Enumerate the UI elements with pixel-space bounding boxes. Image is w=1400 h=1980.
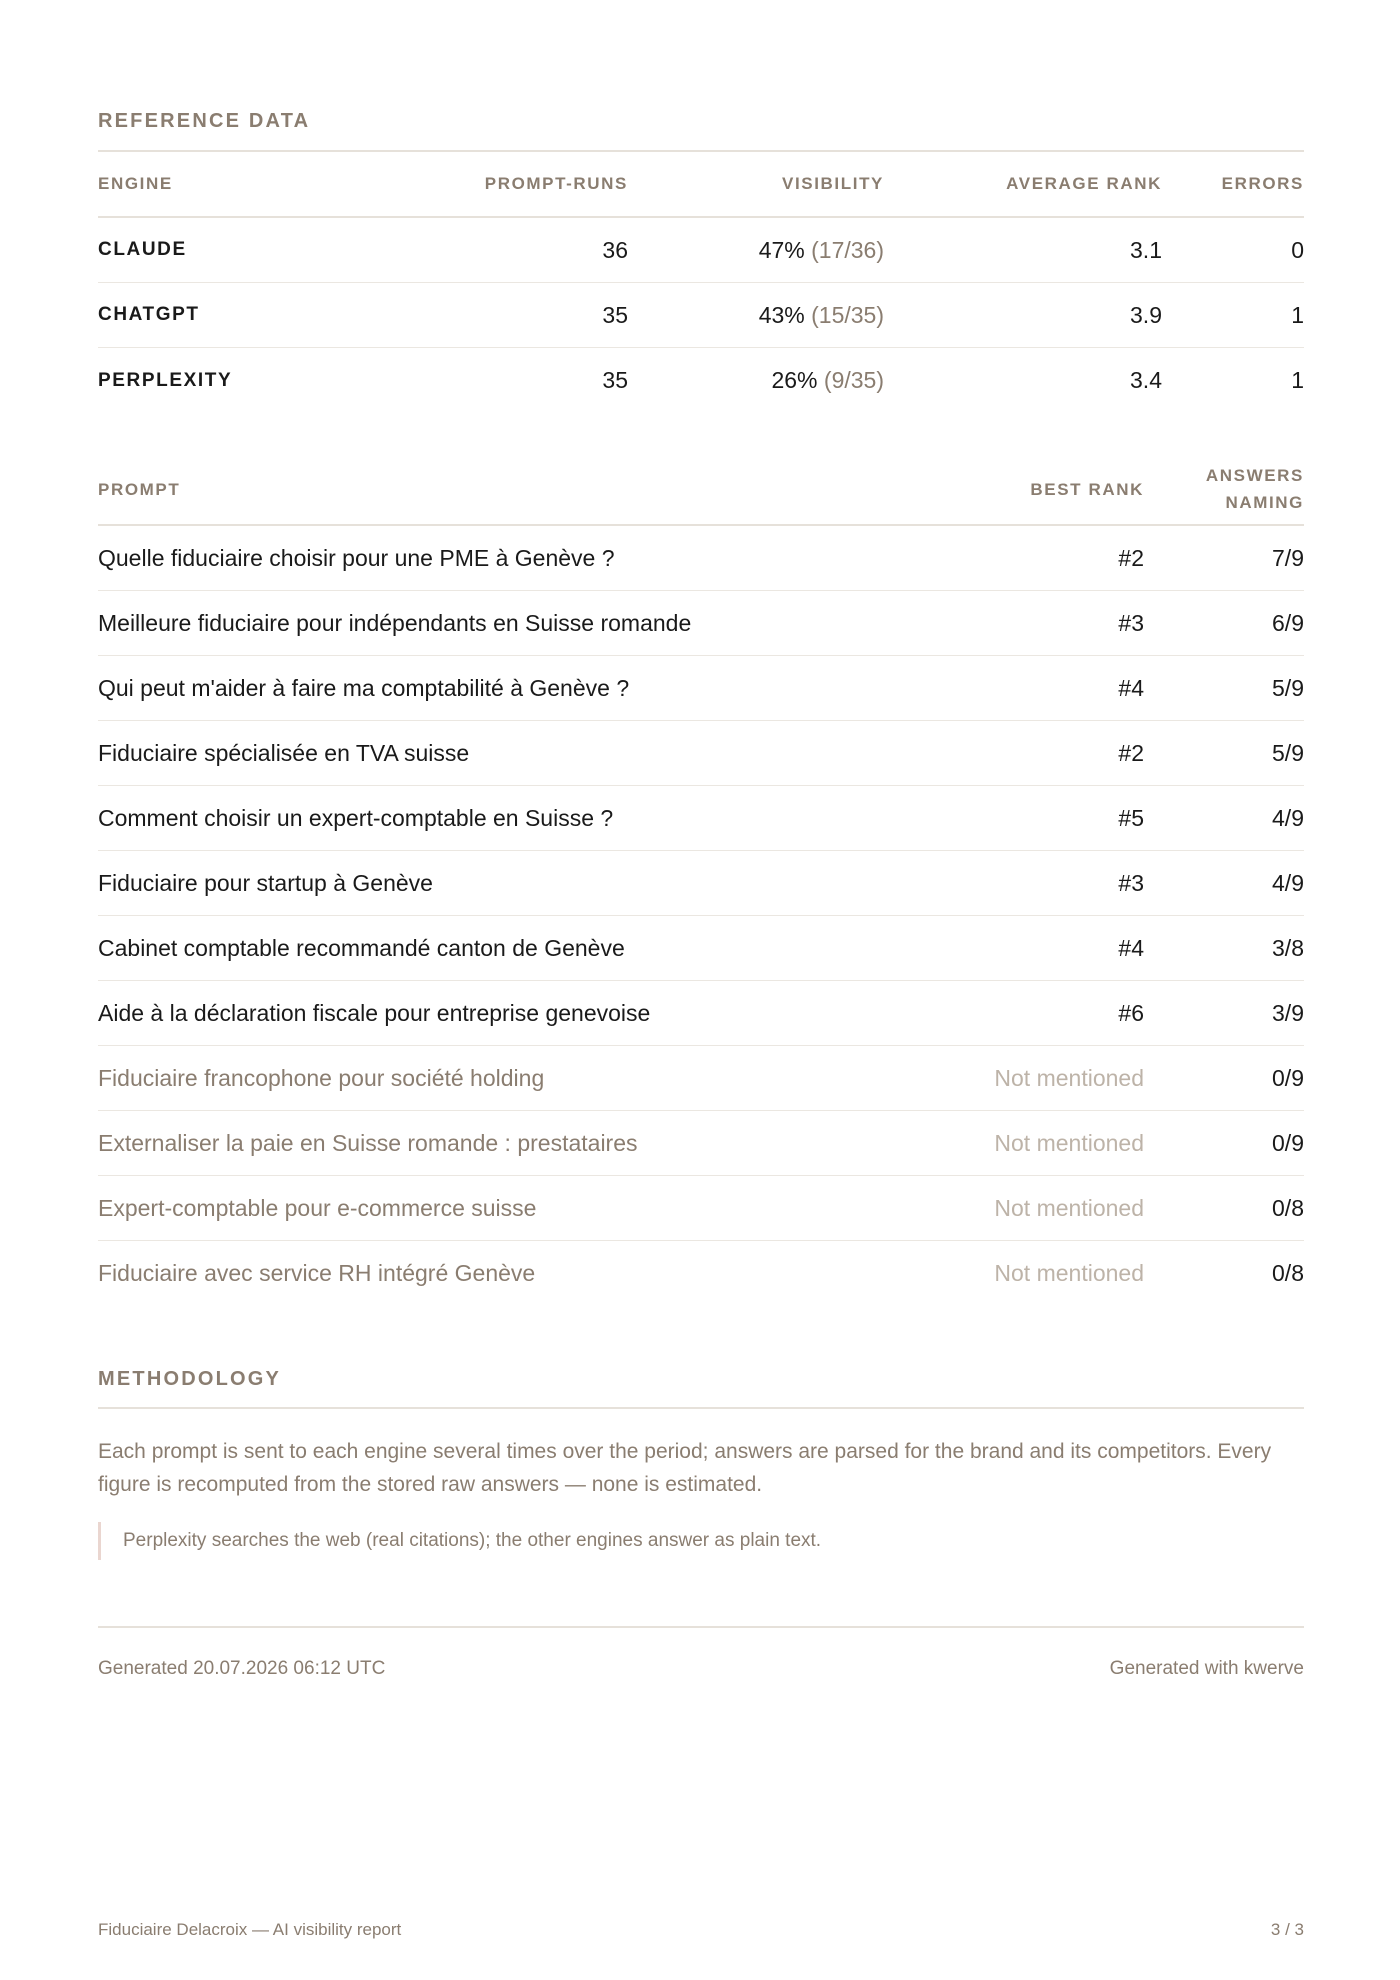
table-row — [98, 721, 1304, 786]
header-engine: ENGINE — [98, 174, 173, 193]
answers-naming: 0/9 — [1272, 1129, 1304, 1156]
answers-naming: 0/8 — [1272, 1260, 1304, 1286]
visibility-detail: (15/35) — [811, 301, 884, 328]
engine-name: PERPLEXITY — [98, 369, 233, 391]
best-rank: #3 — [1118, 609, 1144, 636]
answers-naming: 7/9 — [1272, 544, 1304, 571]
prompt-text: Fiduciaire pour startup à Genève — [98, 869, 433, 896]
table-row — [98, 1241, 1304, 1306]
average-rank: 3.1 — [1130, 236, 1162, 263]
visibility-percent: 26% — [771, 367, 818, 393]
answers-naming: 4/9 — [1272, 804, 1304, 831]
prompt-text: Meilleure fiduciaire pour indépendants en Suisse romande — [98, 609, 692, 636]
prompt-text: Expert-comptable pour e-commerce suisse — [98, 1194, 537, 1221]
average-rank: 3.9 — [1130, 301, 1162, 328]
prompt-text: Externaliser la paie en Suisse romande : prestataires — [98, 1129, 638, 1156]
answers-naming: 5/9 — [1272, 674, 1304, 701]
answers-naming: 0/8 — [1272, 1194, 1304, 1221]
table-row — [98, 283, 1304, 348]
header-best-rank: BEST RANK — [1030, 479, 1144, 499]
best-rank: Not mentioned — [994, 1064, 1144, 1091]
errors-count: 1 — [1291, 367, 1304, 393]
best-rank: #4 — [1118, 934, 1144, 961]
table-row — [98, 656, 1304, 721]
table-row — [98, 786, 1304, 851]
table-row — [98, 526, 1304, 591]
methodology-text: Each prompt is sent to each engine several times over the period; answers are parsed for the brand and its competitors. Every figure is recomputed from the stored raw answers — none is estimated. — [98, 1440, 1272, 1496]
methodology-note: Perplexity searches the web (real citations); the other engines answer as plain text. — [98, 1522, 1304, 1560]
answers-naming: 3/9 — [1272, 999, 1304, 1026]
answers-naming: 3/8 — [1272, 934, 1304, 961]
table-row — [98, 1111, 1304, 1176]
prompt-text: Comment choisir un expert-comptable en Suisse ? — [98, 804, 614, 831]
visibility-detail: (9/35) — [823, 367, 884, 393]
best-rank: #5 — [1118, 804, 1144, 831]
average-rank: 3.4 — [1130, 367, 1162, 393]
prompt-table — [98, 454, 1304, 1306]
header-prompt-runs: PROMPT-RUNS — [484, 174, 628, 193]
table-row — [98, 851, 1304, 916]
best-rank: #4 — [1118, 674, 1144, 701]
prompt-text: Aide à la déclaration fiscale pour entreprise genevoise — [98, 999, 651, 1026]
table-row — [98, 1176, 1304, 1241]
table-row — [98, 591, 1304, 656]
header-visibility: VISIBILITY — [782, 174, 884, 193]
table-row — [98, 981, 1304, 1046]
prompt-text: Cabinet comptable recommandé canton de Genève — [98, 934, 625, 961]
prompt-runs: 35 — [602, 367, 628, 393]
answers-naming: 0/9 — [1272, 1064, 1304, 1091]
prompt-text: Qui peut m'aider à faire ma comptabilité à Genève ? — [98, 674, 630, 701]
prompt-text: Quelle fiduciaire choisir pour une PME à Genève ? — [98, 544, 615, 571]
methodology-title: METHODOLOGY — [98, 1368, 282, 1390]
table-row — [98, 916, 1304, 981]
answers-naming: 6/9 — [1272, 609, 1304, 636]
engine-table-header — [98, 152, 1304, 218]
answers-naming: 5/9 — [1272, 739, 1304, 766]
header-errors: ERRORS — [1221, 174, 1304, 193]
table-row — [98, 218, 1304, 283]
header-prompt: PROMPT — [98, 479, 181, 499]
reference-data-title: REFERENCE DATA — [98, 110, 311, 132]
divider — [98, 1407, 1304, 1409]
engine-table — [98, 150, 1304, 413]
best-rank: #3 — [1118, 869, 1144, 896]
answers-naming: 4/9 — [1272, 869, 1304, 896]
visibility — [628, 367, 884, 394]
visibility — [628, 302, 884, 329]
best-rank: #6 — [1118, 999, 1144, 1026]
divider — [98, 1626, 1304, 1628]
page-number: 3 / 3 — [1270, 1920, 1304, 1939]
best-rank: Not mentioned — [994, 1260, 1144, 1286]
visibility-percent: 43% — [758, 301, 805, 328]
visibility-percent: 47% — [758, 236, 805, 263]
table-row — [98, 348, 1304, 413]
errors-count: 1 — [1291, 301, 1304, 328]
prompt-text: Fiduciaire francophone pour société holding — [98, 1064, 545, 1091]
best-rank: #2 — [1118, 544, 1144, 571]
errors-count: 0 — [1291, 236, 1304, 263]
header-answers-naming — [1144, 462, 1304, 516]
header-answers-line1: ANSWERS — [1205, 466, 1304, 485]
table-row — [98, 1046, 1304, 1111]
header-average-rank: AVERAGE RANK — [1006, 174, 1162, 193]
header-answers-line2: NAMING — [1225, 493, 1304, 512]
prompt-runs: 36 — [602, 236, 628, 263]
prompt-text: Fiduciaire spécialisée en TVA suisse — [98, 739, 470, 766]
engine-name: CHATGPT — [98, 304, 200, 325]
generated-timestamp: Generated 20.07.2026 06:12 UTC — [98, 1658, 386, 1679]
engine-name: CLAUDE — [98, 239, 187, 260]
prompt-table-header — [98, 454, 1304, 526]
visibility — [628, 237, 884, 264]
best-rank: #2 — [1118, 739, 1144, 766]
prompt-text: Fiduciaire avec service RH intégré Genève — [98, 1260, 536, 1286]
visibility-detail: (17/36) — [811, 236, 884, 263]
report-footer-title: Fiduciaire Delacroix — AI visibility report — [98, 1920, 402, 1939]
generated-with: Generated with kwerve — [1109, 1658, 1304, 1679]
prompt-runs: 35 — [602, 301, 628, 328]
best-rank: Not mentioned — [994, 1194, 1144, 1221]
best-rank: Not mentioned — [994, 1129, 1144, 1156]
